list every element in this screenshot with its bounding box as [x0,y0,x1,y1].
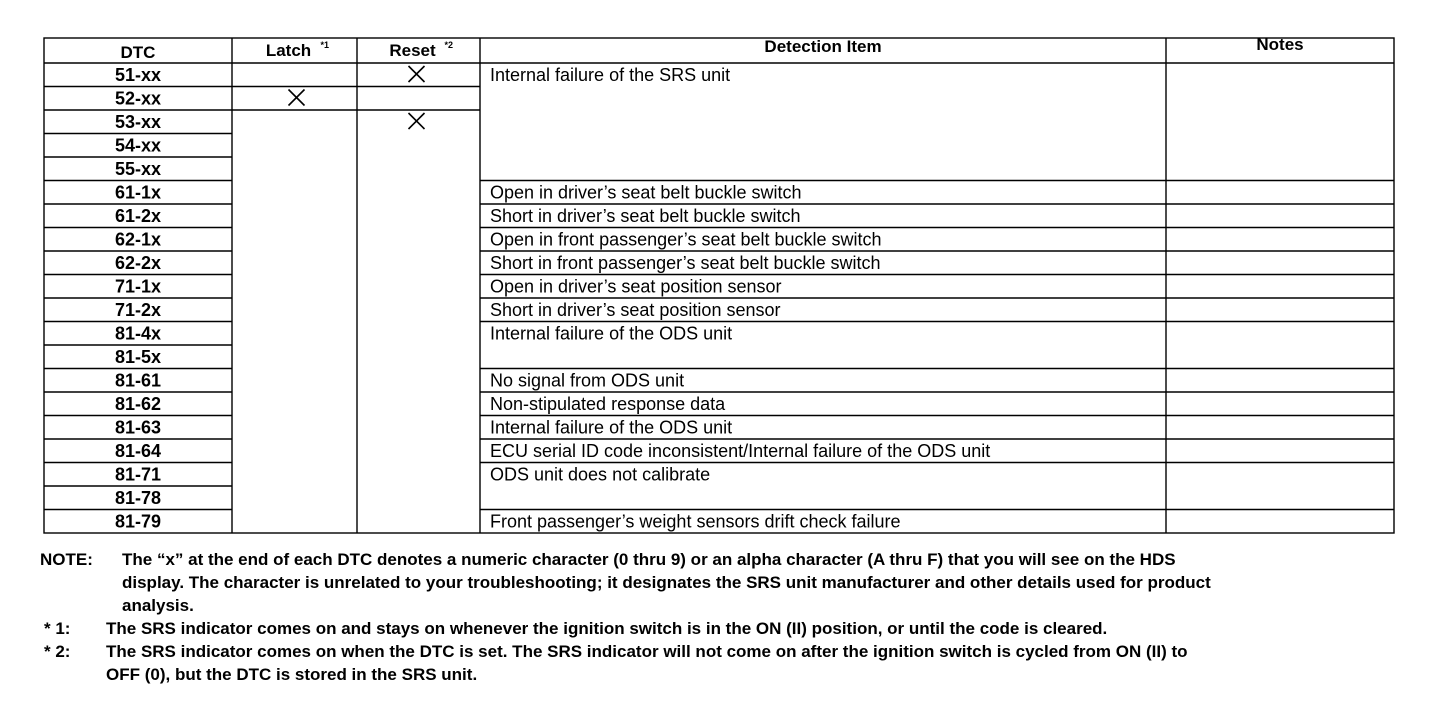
reset-mark [409,113,425,129]
detection-item: Short in driver’s seat belt buckle switch [490,206,801,226]
dtc-code: 51-xx [114,65,162,85]
note-label: NOTE: [40,550,93,569]
dtc-code: 81-61 [114,370,162,391]
header-notes: Notes [1256,35,1304,54]
dtc-code: 81-62 [114,394,162,414]
dtc-code: 81-4x [114,323,162,344]
detection-item: Internal failure of the ODS unit [490,417,733,438]
dtc-code: 55-xx [114,159,162,179]
header-reset-sup: *2 [444,40,454,50]
header-latch: Latch [265,41,312,60]
detection-item: No signal from ODS unit [490,370,685,391]
detection-item: Open in driver’s seat position sensor [490,276,782,297]
dtc-code: 81-71 [114,464,162,485]
footnote-2 [40,640,1410,686]
footnote-1-text: The SRS indicator comes on and stays on whenever the ignition switch is in the ON (II) position, or until the code is cleared. [106,619,1108,638]
header-dtc: DTC [120,43,156,62]
notes-section [40,548,1410,686]
footnote-2-label: * 2: [44,642,71,661]
footnote-1-label: * 1: [44,619,71,638]
detection-item: Short in driver’s seat position sensor [490,300,781,320]
reset-mark [409,66,425,82]
footnote-1 [40,617,1410,640]
detection-item: ODS unit does not calibrate [490,464,711,485]
detection-item: Short in front passenger’s seat belt buckle switch [490,253,881,273]
dtc-code: 53-xx [114,112,162,132]
dtc-code: 52-xx [114,88,162,109]
dtc-code: 61-2x [114,206,162,226]
dtc-code: 81-5x [114,347,162,367]
header-latch-sup: *1 [320,40,330,50]
detection-item: Open in driver’s seat belt buckle switch [490,182,802,203]
detection-item: ECU serial ID code inconsistent/Internal failure of the ODS unit [490,441,991,461]
dtc-code: 81-79 [114,511,162,532]
dtc-code: 71-1x [114,276,162,297]
header-reset: Reset [389,41,436,60]
dtc-code: 81-63 [114,417,162,438]
dtc-code: 81-64 [114,441,162,461]
dtc-code: 71-2x [114,300,162,320]
note-line-2: display. The character is unrelated to your troubleshooting; it designates the SRS unit manufacturer and other details used for product [122,573,1211,592]
dtc-code: 62-2x [114,253,162,273]
detection-item: Open in front passenger’s seat belt buckle switch [490,229,882,250]
detection-item: Non-stipulated response data [490,394,726,414]
latch-mark [289,90,305,106]
detection-item: Internal failure of the SRS unit [490,65,731,85]
header-detection-item: Detection Item [764,37,882,56]
footnote-2-line-1: The SRS indicator comes on when the DTC is set. The SRS indicator will not come on after the ignition switch is cycled from ON (II) to [106,642,1188,661]
detection-item: Internal failure of the ODS unit [490,323,733,344]
detection-item: Front passenger’s weight sensors drift check failure [490,511,901,532]
dtc-code: 81-78 [114,488,162,508]
note-block [40,548,1410,617]
dtc-code: 54-xx [114,135,162,156]
footnote-2-line-2: OFF (0), but the DTC is stored in the SRS unit. [106,665,478,684]
note-line-1: The “x” at the end of each DTC denotes a numeric character (0 thru 9) or an alpha character (A thru F) that you will see on the HDS [122,550,1176,569]
dtc-code: 62-1x [114,229,162,250]
dtc-code: 61-1x [114,182,162,203]
note-line-3: analysis. [122,596,194,615]
